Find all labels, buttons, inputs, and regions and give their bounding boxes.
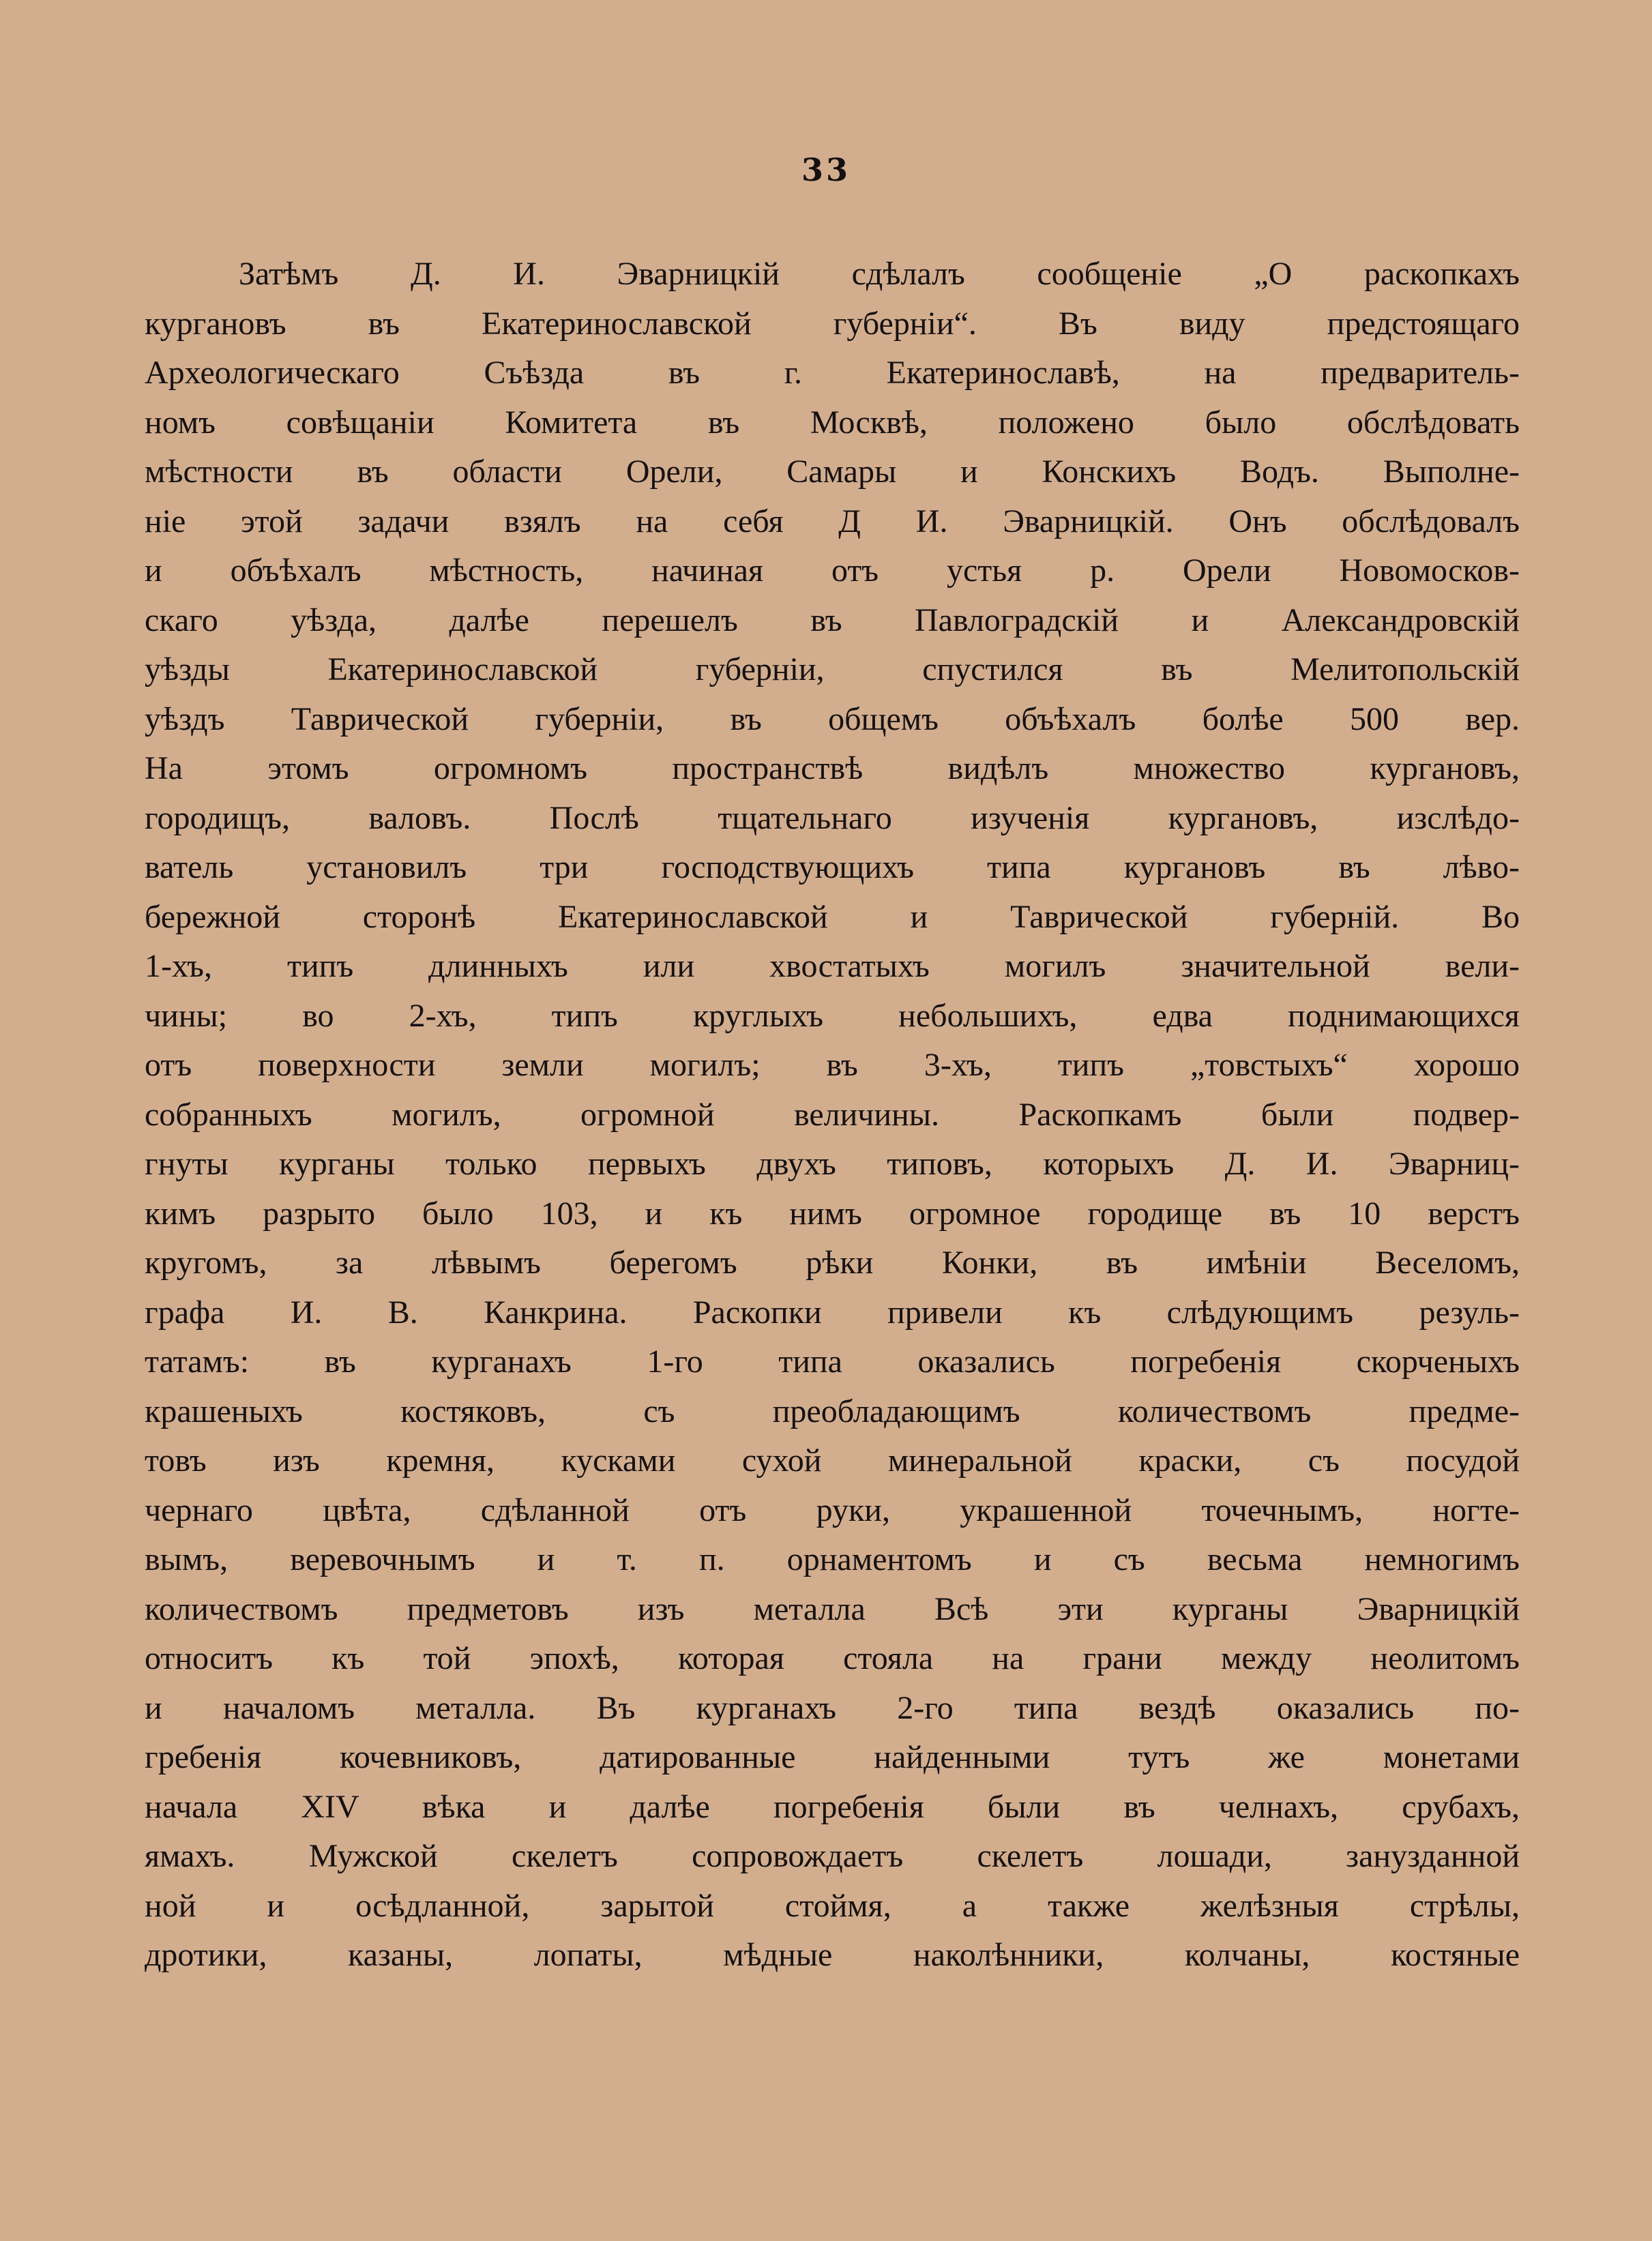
text-line: гребенія кочевниковъ, датированные найденными тутъ же монетами — [145, 1739, 1520, 1775]
text-line: собранныхъ могилъ, огромной величины. Раскопкамъ были подвер- — [145, 1096, 1520, 1133]
text-line: и объѣхалъ мѣстность, начиная отъ устья р. Орели Новомосков- — [145, 552, 1520, 589]
text-line: относитъ къ той эпохѣ, которая стояла на грани между неолитомъ — [145, 1640, 1520, 1676]
text-line: вымъ, веревочнымъ и т. п. орнаментомъ и съ весьма немногимъ — [145, 1541, 1520, 1577]
text-line: мѣстности въ области Орели, Самары и Конскихъ Водъ. Выполне- — [145, 454, 1520, 490]
text-line: начала XIV вѣка и далѣе погребенія были въ челнахъ, срубахъ, — [145, 1788, 1520, 1825]
text-line: и началомъ металла. Въ курганахъ 2-го типа вездѣ оказались по- — [145, 1689, 1520, 1726]
text-line: чины; во 2-хъ, типъ круглыхъ небольшихъ, едва поднимающихся — [145, 997, 1520, 1034]
text-line: кимъ разрыто было 103, и къ нимъ огромное городище въ 10 верстъ — [145, 1195, 1520, 1232]
text-line: графа И. В. Канкрина. Раскопки привели къ слѣдующимъ резуль- — [145, 1294, 1520, 1331]
text-line: Затѣмъ Д. И. Эварницкій сдѣлалъ сообщеніе „О раскопкахъ — [239, 256, 1520, 292]
text-line: ніе этой задачи взялъ на себя Д И. Эварницкій. Онъ обслѣдовалъ — [145, 503, 1520, 539]
text-line: городищъ, валовъ. Послѣ тщательнаго изученія кургановъ, изслѣдо- — [145, 799, 1520, 836]
text-line: кругомъ, за лѣвымъ берегомъ рѣки Конки, въ имѣніи Веселомъ, — [145, 1245, 1520, 1281]
text-line: На этомъ огромномъ пространствѣ видѣлъ множество кургановъ, — [145, 750, 1520, 786]
text-line: кургановъ въ Екатеринославской губерніи“. Въ виду предстоящаго — [145, 305, 1520, 342]
text-line: 1-хъ, типъ длинныхъ или хвостатыхъ могилъ значительной вели- — [145, 948, 1520, 984]
body-text — [145, 250, 1520, 1980]
text-line: чернаго цвѣта, сдѣланной отъ руки, украшенной точечнымъ, ногте- — [145, 1491, 1520, 1528]
text-line: отъ поверхности земли могилъ; въ 3-хъ, типъ „товстыхъ“ хорошо — [145, 1047, 1520, 1083]
text-line: ной и осѣдланной, зарытой стоймя, а также желѣзныя стрѣлы, — [145, 1887, 1520, 1924]
text-line: бережной сторонѣ Екатеринославской и Таврической губерній. Во — [145, 898, 1520, 935]
text-line: уѣздъ Таврической губерніи, въ общемъ объѣхалъ болѣе 500 вер. — [145, 700, 1520, 737]
text-line: татамъ: въ курганахъ 1-го типа оказались погребенія скорченыхъ — [145, 1344, 1520, 1380]
text-line: номъ совѣщаніи Комитета въ Москвѣ, положено было обслѣдовать — [145, 404, 1520, 441]
text-line: Археологическаго Съѣзда въ г. Екатеринославѣ, на предваритель- — [145, 355, 1520, 391]
text-line: дротики, казаны, лопаты, мѣдные наколѣнники, колчаны, костяные — [145, 1937, 1520, 1973]
text-line: количествомъ предметовъ изъ металла Всѣ эти курганы Эварницкій — [145, 1590, 1520, 1627]
text-line: ямахъ. Мужской скелетъ сопровождаетъ скелетъ лошади, занузданной — [145, 1838, 1520, 1874]
page-number: 33 — [801, 151, 851, 188]
text-line: крашеныхъ костяковъ, съ преобладающимъ количествомъ предме- — [145, 1393, 1520, 1429]
text-line: уѣзды Екатеринославской губерніи, спустился въ Мелитопольскій — [145, 651, 1520, 687]
text-line: скаго уѣзда, далѣе перешелъ въ Павлоградскій и Александровскій — [145, 602, 1520, 638]
text-line: гнуты курганы только первыхъ двухъ типовъ, которыхъ Д. И. Эварниц- — [145, 1146, 1520, 1182]
text-line: ватель установилъ три господствующихъ типа кургановъ въ лѣво- — [145, 849, 1520, 885]
text-line: товъ изъ кремня, кусками сухой минеральной краски, съ посудой — [145, 1442, 1520, 1479]
